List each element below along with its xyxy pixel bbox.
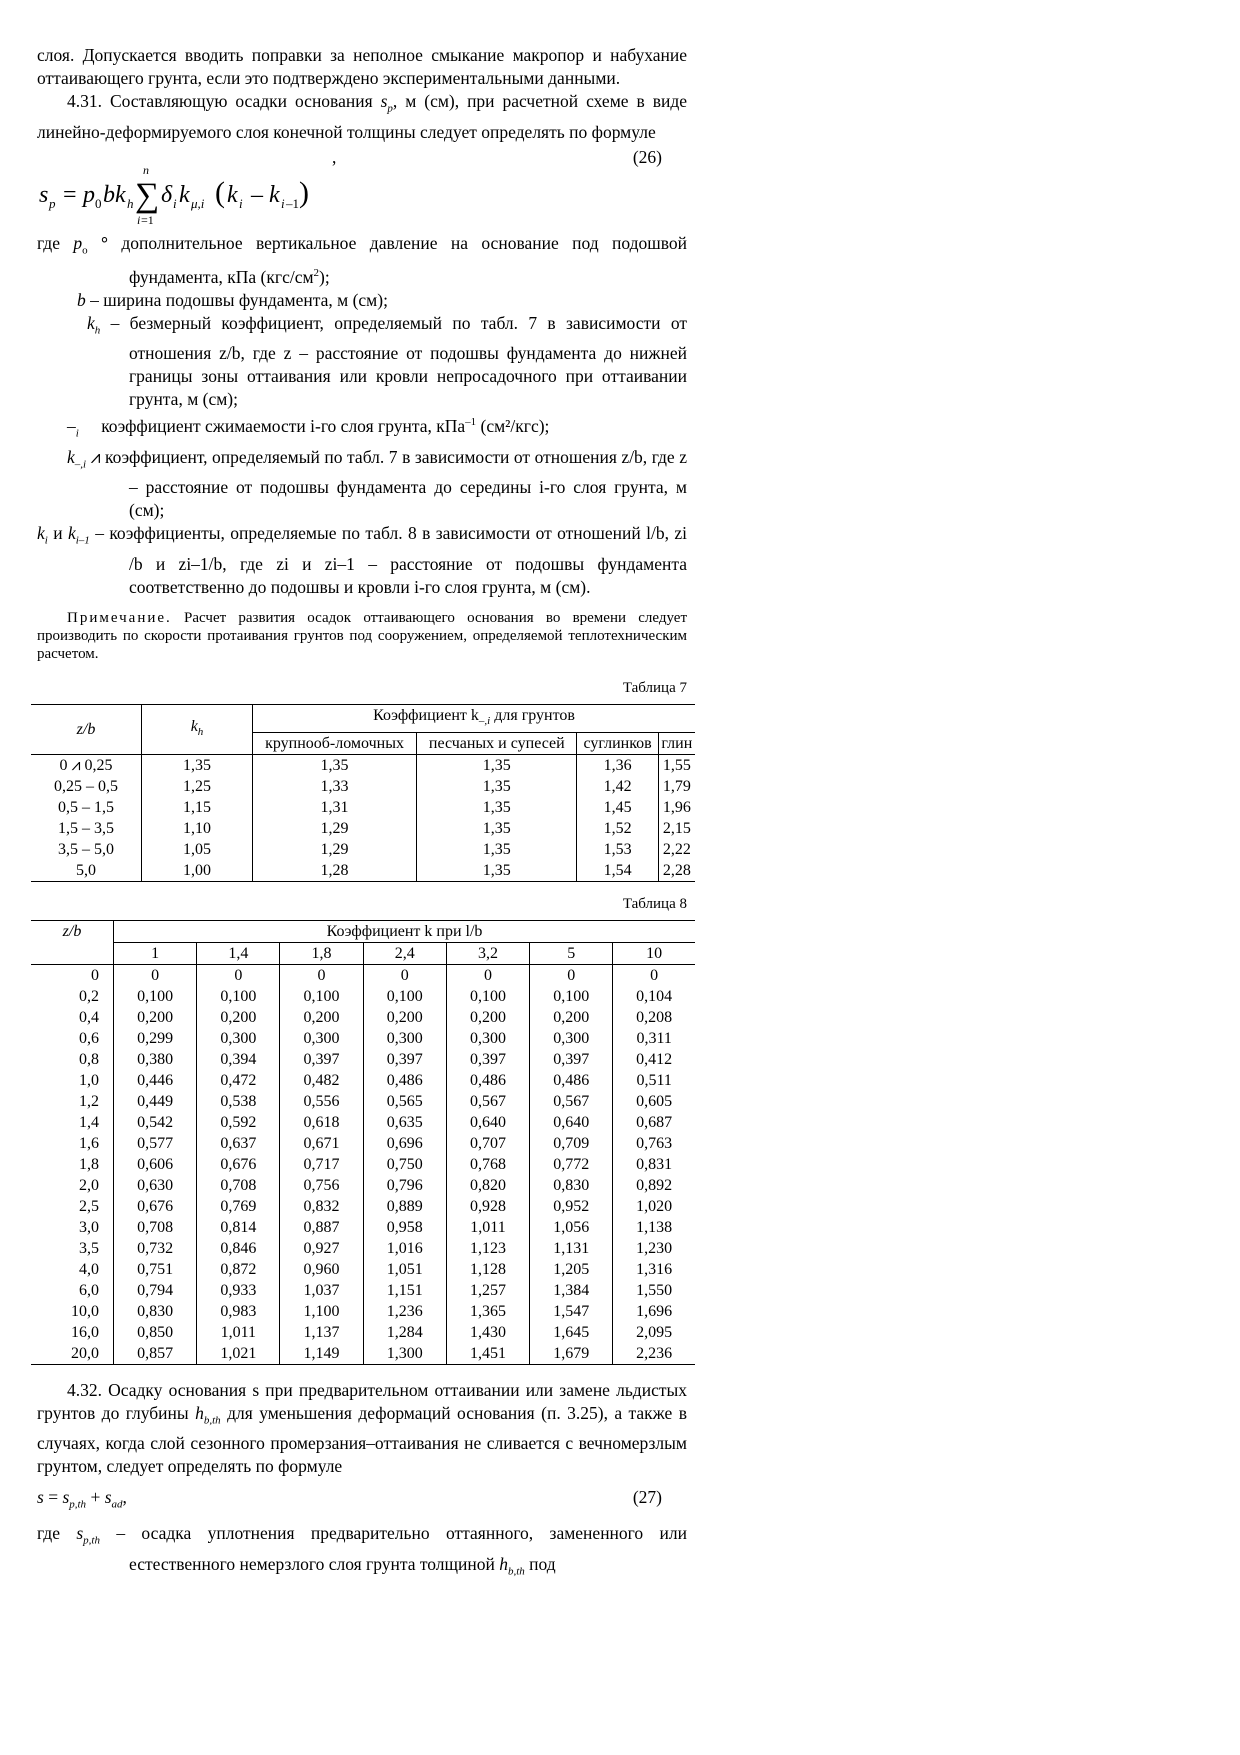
table-8-cell: 0,892 <box>613 1175 695 1196</box>
definition-ki-text: – коэффициенты, определяемые по табл. 8 в зависимости от отношений l/b, zi /b и zi–1/b, где zi и zi–1 – расстояние от подошвы фундамента соответственно до подошвы и кровли i-го слоя грунта, м (см). <box>89 523 687 597</box>
table-8-cell: 0,796 <box>363 1175 446 1196</box>
paragraph-4-32-end: для уменьшения деформаций основания (п. 3.25), а также в случаях, когда слой сезонного промерзания–оттаивания не сливается с вечномерзлым грунтом, следует определять по формуле <box>37 1402 687 1477</box>
table-8-cell: 0,299 <box>114 1028 197 1049</box>
table-8-cell: 0,100 <box>280 986 363 1007</box>
table-8-cell: 20,0 <box>31 1343 114 1365</box>
svg-text:s: s <box>39 181 49 208</box>
table-7-cell: 1,10 <box>142 818 253 839</box>
table-8-row <box>31 1007 695 1028</box>
table-7-cell: 1,54 <box>577 860 658 882</box>
table-8-cell: 0,637 <box>197 1133 280 1154</box>
table-8-cell: 0,707 <box>446 1133 529 1154</box>
table-8-cell: 1,149 <box>280 1343 363 1365</box>
table-8-cell: 0 <box>114 964 197 986</box>
table-8-cell: 0,928 <box>446 1196 529 1217</box>
table-8-row <box>31 1301 695 1322</box>
svg-text:k: k <box>227 181 238 208</box>
table-8-cell: 0,208 <box>613 1007 695 1028</box>
table-8-cell: 0,640 <box>446 1112 529 1133</box>
table-7-cell: 3,5 – 5,0 <box>58 840 114 858</box>
table-7-cell: 1,28 <box>253 860 417 882</box>
table-8-cell: 0,394 <box>197 1049 280 1070</box>
table-7-caption: Таблица 7 <box>622 679 687 696</box>
table-8-cell: 0 <box>31 964 114 986</box>
paragraph-4-32-start: 4.32. Осадку основания s при предварительном оттаивании или замене льдистых грунтов до глубины <box>37 1379 687 1423</box>
table-7-row <box>31 797 695 818</box>
table-8-cell: 1,128 <box>446 1259 529 1280</box>
formula-26-comma: , <box>332 146 337 167</box>
table-8-cell: 0,446 <box>114 1070 197 1091</box>
table-8-cell: 0,708 <box>114 1217 197 1238</box>
table-8-row <box>31 1175 695 1196</box>
table-8-cell: 0,606 <box>114 1154 197 1175</box>
table-8-row <box>31 1091 695 1112</box>
table-8-cell: 0,605 <box>613 1091 695 1112</box>
table-8-cell: 0,482 <box>280 1070 363 1091</box>
table-8-cell: 0,486 <box>530 1070 613 1091</box>
table-8-cell: 1,236 <box>363 1301 446 1322</box>
table-8-lb-header: 10 <box>613 942 695 964</box>
table-8-row <box>31 1049 695 1070</box>
paragraph-4-32: 4.32. Осадку основания s при предварительном оттаивании или замене льдистых грунтов до глубины $h_{b,th}$ для уменьшения деформаций основания (п. 3.25), а также в случаях, когда слой сезонного промерзания–оттаивания не сливается с вечномерзлым грунтом, следует определять по формуле <box>37 1379 687 1477</box>
table-8-cell: 1,451 <box>446 1343 529 1365</box>
table-8-row <box>31 1217 695 1238</box>
table-8-caption: Таблица 8 <box>622 895 687 912</box>
definition-delta-unit: (см²/кгс); <box>476 416 550 437</box>
definition-kmu: $k_{-,i}$ ⩘ коэффициент, определяемый по табл. 7 в зависимости от отношения z/b, где z – расстояние от подошвы фундамента до середины i-го слоя грунта, м (см); <box>67 446 687 521</box>
table-8-cell: 1,257 <box>446 1280 529 1301</box>
table-8-cell: 0,872 <box>197 1259 280 1280</box>
table-8-cell: 1,056 <box>530 1217 613 1238</box>
table-8-lb-header: 1 <box>114 942 197 964</box>
table-7-cell: 2,15 <box>658 818 695 839</box>
table-7-cell: 1,45 <box>577 797 658 818</box>
table-8-cell: 0,814 <box>197 1217 280 1238</box>
table-8-cell: 0,687 <box>613 1112 695 1133</box>
table-8-lb-header: 5 <box>530 942 613 964</box>
table-8-cell: 0,104 <box>613 986 695 1007</box>
table-8-cell: 1,138 <box>613 1217 695 1238</box>
table-8-cell: 0,832 <box>280 1196 363 1217</box>
table-8-cell: 4,0 <box>79 1260 99 1278</box>
table-8-cell: 1,100 <box>280 1301 363 1322</box>
table-8-cell: 0,100 <box>530 986 613 1007</box>
table-8-cell: 0,960 <box>280 1259 363 1280</box>
table-8-cell: 0,300 <box>280 1028 363 1049</box>
formula-27-expression: $s = s_{p,th} + s_{ad}$, <box>37 1487 127 1511</box>
table-8-cell: 0,397 <box>530 1049 613 1070</box>
table-8-cell: 1,205 <box>530 1259 613 1280</box>
table-8-cell: 0,567 <box>446 1091 529 1112</box>
table-8-cell: 0,952 <box>530 1196 613 1217</box>
table-8-cell: 0,472 <box>197 1070 280 1091</box>
svg-text:∑: ∑ <box>135 176 160 214</box>
table-7-cell: 1,35 <box>417 776 577 797</box>
table-7-cell: 1,42 <box>577 776 658 797</box>
table-7 <box>31 704 695 882</box>
svg-text:): ) <box>299 175 309 209</box>
table-8-row <box>31 986 695 1007</box>
table-8-cell: 0,567 <box>530 1091 613 1112</box>
table-8-cell: 0,577 <box>114 1133 197 1154</box>
table-8-cell: 0,958 <box>363 1217 446 1238</box>
table-8-cell: 0 <box>280 964 363 986</box>
table-8-cell: 0,6 <box>79 1029 99 1047</box>
table-8-cell: 0,200 <box>446 1007 529 1028</box>
table-8-cell: 0,397 <box>446 1049 529 1070</box>
table-8-cell: 0,565 <box>363 1091 446 1112</box>
table-7-cell: 1,55 <box>658 754 695 776</box>
table-8-cell: 2,0 <box>79 1176 99 1194</box>
table-8-cell: 0,830 <box>114 1301 197 1322</box>
table-8-row <box>31 1238 695 1259</box>
svg-text:=: = <box>63 181 77 208</box>
table-8-cell: 1,679 <box>530 1343 613 1365</box>
table-7-cell: 1,25 <box>142 776 253 797</box>
table-8-cell: 0,542 <box>114 1112 197 1133</box>
note <box>37 609 687 663</box>
table-8-cell: 0,768 <box>446 1154 529 1175</box>
table-8-cell: 0,2 <box>79 987 99 1005</box>
svg-text:k: k <box>269 181 280 208</box>
definition-p0-text: дополнительное вертикальное давление на основание под подошвой фундамента, кПа (кгс/см <box>108 232 688 287</box>
table-8-cell: 0,794 <box>114 1280 197 1301</box>
table-7-subheader: песчаных и супесей <box>417 732 577 754</box>
table-8-cell: 0,556 <box>280 1091 363 1112</box>
formula-27 <box>37 1486 687 1514</box>
table-8-cell: 0,200 <box>280 1007 363 1028</box>
table-8-cell: 0,635 <box>363 1112 446 1133</box>
svg-text:p: p <box>49 195 56 211</box>
definition-kmu-text: коэффициент, определяемый по табл. 7 в зависимости от отношения z/b, где z – расстояние от подошвы фундамента до середины i-го слоя грунта, м (см); <box>100 446 687 521</box>
table-8-cell: 0,538 <box>197 1091 280 1112</box>
table-7-subheader: крупнооб-ломочных <box>253 732 417 754</box>
table-8-cell: 0,640 <box>530 1112 613 1133</box>
definition-prefix: где <box>37 232 74 253</box>
table-8-cell: 1,020 <box>613 1196 695 1217</box>
table-7-cell: 1,79 <box>658 776 695 797</box>
svg-text:i: i <box>239 195 243 211</box>
table-8-cell: 0,769 <box>197 1196 280 1217</box>
table-8-cell: 2,095 <box>613 1322 695 1343</box>
table-8-cell: 0,397 <box>280 1049 363 1070</box>
svg-text:–1: –1 <box>286 195 299 211</box>
definition-delta: $-_i$ ⃞ коэффициент сжимаемости i-го слоя грунта, кПа$^{-1}$ (см²/кгс); <box>67 416 550 440</box>
table-7-cell: 1,52 <box>577 818 658 839</box>
formula-26 <box>37 146 687 232</box>
table-7-cell: 0,25 – 0,5 <box>54 777 118 795</box>
table-8-cell: 1,230 <box>613 1238 695 1259</box>
table-8-cell: 1,151 <box>363 1280 446 1301</box>
table-8-row <box>31 1154 695 1175</box>
table-7-cell: 1,35 <box>417 839 577 860</box>
table-8-cell: 0,200 <box>114 1007 197 1028</box>
formula-26-number: (26) <box>632 146 662 167</box>
table-8-row <box>31 1259 695 1280</box>
table-8-cell: 0,772 <box>530 1154 613 1175</box>
table-8-cell: 1,051 <box>363 1259 446 1280</box>
table-8-cell: 0,4 <box>79 1008 99 1026</box>
definition-b: b – ширина подошвы фундамента, м (см); <box>77 289 388 310</box>
table-8-cell: 0 <box>363 964 446 986</box>
document-page <box>37 44 693 1583</box>
table-8-cell: 1,696 <box>613 1301 695 1322</box>
table-8-cell: 0,100 <box>363 986 446 1007</box>
table-7-cell: 1,35 <box>417 818 577 839</box>
table-8-cell: 0,200 <box>363 1007 446 1028</box>
table-7-row <box>31 754 695 776</box>
table-7-cell: 2,28 <box>658 860 695 882</box>
table-8-cell: 1,365 <box>446 1301 529 1322</box>
table-8-row <box>31 1028 695 1049</box>
table-7-cell: 1,05 <box>142 839 253 860</box>
table-8-cell: 3,5 <box>79 1239 99 1257</box>
table-8-cell: 0,397 <box>363 1049 446 1070</box>
definition-kh-text: – безмерный коэффициент, определяемый по табл. 7 в зависимости от отношения z/b, где z – расстояние от подошвы фундамента до нижней границы зоны оттаивания или кровли непросадочного при оттаивании грунта, м (см); <box>100 312 687 410</box>
svg-text:δ: δ <box>161 181 173 208</box>
table-8-cell: 0,311 <box>613 1028 695 1049</box>
table-8-cell: 0,671 <box>280 1133 363 1154</box>
table-7-cell: 1,31 <box>253 797 417 818</box>
table-8-cell: 0 <box>613 964 695 986</box>
table-8-lb-header: 1,8 <box>280 942 363 964</box>
table-8-lb-header: 1,4 <box>197 942 280 964</box>
table-8-cell: 0,846 <box>197 1238 280 1259</box>
table-7-cell: 1,36 <box>577 754 658 776</box>
definition-p0: где $p_о$ ° дополнительное вертикальное давление на основание под подошвой фундамента, кПа $(кгс/см^2)$; <box>37 232 688 287</box>
table-8-cell: 1,430 <box>446 1322 529 1343</box>
table-8-row <box>31 1070 695 1091</box>
table-8-cell: 0,857 <box>114 1343 197 1365</box>
table-8-cell: 0,889 <box>363 1196 446 1217</box>
formula-27-number: (27) <box>632 1487 662 1508</box>
table-8-cell: 0,100 <box>446 986 529 1007</box>
svg-text:p: p <box>83 181 95 208</box>
table-8-row <box>31 1196 695 1217</box>
table-8-cell: 0,717 <box>280 1154 363 1175</box>
table-8-cell: 0,820 <box>446 1175 529 1196</box>
table-8-cell: 0,708 <box>197 1175 280 1196</box>
table-8-cell: 0,380 <box>114 1049 197 1070</box>
definition-prefix-2: где <box>37 1523 77 1544</box>
table-7-cell: 1,15 <box>142 797 253 818</box>
table-8-cell: 0,630 <box>114 1175 197 1196</box>
table-8-cell: 1,316 <box>613 1259 695 1280</box>
table-8-cell: 10,0 <box>71 1302 99 1320</box>
table-8-row <box>31 1133 695 1154</box>
table-8-cell: 0,511 <box>613 1070 695 1091</box>
table-8-cell: 0,850 <box>114 1322 197 1343</box>
table-8-cell: 1,011 <box>197 1322 280 1343</box>
table-8-cell: 0,983 <box>197 1301 280 1322</box>
paragraph-4-31: 4.31. Составляющую осадки основания $s_p$, м (см), при расчетной схеме в виде линейно-деформируемого слоя конечной толщины следует определять по формуле <box>37 91 687 142</box>
table-8-cell: 1,384 <box>530 1280 613 1301</box>
paragraph-4-31-end: , м (см), при расчетной схеме в виде линейно-деформируемого слоя конечной толщины следует определять по формуле <box>37 91 687 142</box>
table-7-cell: 2,22 <box>658 839 695 860</box>
table-8-cell: 0,763 <box>613 1133 695 1154</box>
table-8-cell: 0,750 <box>363 1154 446 1175</box>
table-8-row <box>31 1280 695 1301</box>
table-8-cell: 0 <box>197 964 280 986</box>
table-8-cell: 0,300 <box>530 1028 613 1049</box>
table-8-cell: 0,100 <box>197 986 280 1007</box>
definition-delta-text: коэффициент сжимаемости i-го слоя грунта, кПа <box>96 416 466 437</box>
table-8-cell: 0,8 <box>79 1050 99 1068</box>
table-8-cell: 1,4 <box>79 1113 99 1131</box>
table-7-cell: 5,0 <box>31 860 142 882</box>
table-8-header-group: Коэффициент k при l/b <box>114 920 696 942</box>
table-8-cell: 0,709 <box>530 1133 613 1154</box>
table-8-cell: 0,300 <box>446 1028 529 1049</box>
svg-text:–: – <box>251 181 263 208</box>
table-8-cell: 0,732 <box>114 1238 197 1259</box>
table-8-cell: 0,200 <box>197 1007 280 1028</box>
table-7-row <box>31 839 695 860</box>
table-8-cell: 0,300 <box>363 1028 446 1049</box>
svg-text:0: 0 <box>95 195 102 211</box>
table-8-cell: 1,645 <box>530 1322 613 1343</box>
table-7-cell: 0 ⩘ 0,25 <box>59 756 113 774</box>
table-8-cell: 0,592 <box>197 1112 280 1133</box>
table-7-cell: 1,53 <box>577 839 658 860</box>
table-8-lb-header: 2,4 <box>363 942 446 964</box>
table-7-row <box>31 776 695 797</box>
table-8-cell: 0,830 <box>530 1175 613 1196</box>
table-8-cell: 1,011 <box>446 1217 529 1238</box>
table-8-cell: 0,200 <box>530 1007 613 1028</box>
table-8-lb-header: 3,2 <box>446 942 529 964</box>
svg-text:n: n <box>143 162 149 177</box>
table-8-cell: 0,756 <box>280 1175 363 1196</box>
table-7-cell: 1,29 <box>253 818 417 839</box>
table-8-cell: 0 <box>530 964 613 986</box>
table-7-cell: 1,35 <box>417 797 577 818</box>
table-8-cell: 1,123 <box>446 1238 529 1259</box>
table-8-row <box>31 1322 695 1343</box>
table-8-cell: 0 <box>446 964 529 986</box>
table-7-row <box>31 860 695 882</box>
table-8-cell: 1,037 <box>280 1280 363 1301</box>
table-8-cell: 1,0 <box>79 1071 99 1089</box>
table-8-cell: 1,8 <box>79 1155 99 1173</box>
table-8-cell: 1,2 <box>79 1092 99 1110</box>
svg-text:h: h <box>127 195 134 211</box>
table-8-cell: 1,300 <box>363 1343 446 1365</box>
table-8-cell: 6,0 <box>79 1281 99 1299</box>
svg-text:bk: bk <box>103 181 126 208</box>
table-8-row <box>31 1112 695 1133</box>
svg-text:i: i <box>137 212 141 227</box>
table-7-cell: 1,5 – 3,5 <box>58 819 114 837</box>
table-8-cell: 2,5 <box>79 1197 99 1215</box>
table-8-cell: 0,676 <box>114 1196 197 1217</box>
table-7-cell: 1,35 <box>253 754 417 776</box>
table-8-cell: 0,696 <box>363 1133 446 1154</box>
svg-text:i: i <box>173 195 177 211</box>
table-7-cell: 1,33 <box>253 776 417 797</box>
table-8-cell: 0,412 <box>613 1049 695 1070</box>
table-8-header-zb: z/b <box>31 920 114 964</box>
svg-text:(: ( <box>215 175 225 209</box>
table-8-cell: 1,284 <box>363 1322 446 1343</box>
definition-b-text: – ширина подошвы фундамента, м (см); <box>85 289 388 310</box>
formula-26-expression <box>37 160 337 230</box>
svg-text:k: k <box>179 181 190 208</box>
table-8-cell: 0,618 <box>280 1112 363 1133</box>
table-8-cell: 1,6 <box>79 1134 99 1152</box>
table-8-cell: 1,550 <box>613 1280 695 1301</box>
table-8-cell: 0,486 <box>446 1070 529 1091</box>
table-7-header-group: Коэффициент $k_{-,i}$ для грунтов <box>253 704 696 732</box>
table-8-cell: 0,751 <box>114 1259 197 1280</box>
note-text: Расчет развития осадок оттаивающего основания во времени следует производить по скорости протаивания грунтов под сооружением, определяемой теплотехническим расчетом. <box>37 609 687 662</box>
table-8-row <box>31 964 695 986</box>
table-8-cell: 16,0 <box>71 1323 99 1341</box>
table-8-cell: 1,131 <box>530 1238 613 1259</box>
table-8-cell: 0,831 <box>613 1154 695 1175</box>
table-7-cell: 1,35 <box>417 860 577 882</box>
table-8-cell: 0,927 <box>280 1238 363 1259</box>
table-8-cell: 0,933 <box>197 1280 280 1301</box>
table-8-cell: 0,676 <box>197 1154 280 1175</box>
paragraph-4-31-start: 4.31. Составляющую осадки основания <box>67 91 381 111</box>
table-8-cell: 1,016 <box>363 1238 446 1259</box>
note-heading: Примечание. <box>67 609 172 626</box>
table-7-subheader: глин <box>658 732 695 754</box>
definition-sp-th-tail: под <box>524 1553 556 1574</box>
table-7-cell: 0,5 – 1,5 <box>58 798 114 816</box>
table-8-cell: 2,236 <box>613 1343 695 1365</box>
svg-text:=1: =1 <box>141 212 154 227</box>
paragraph-top: слоя. Допускается вводить поправки за неполное смыкание макропор и набухание оттаивающего грунта, если это подтверждено экспериментальными данными. <box>37 45 687 88</box>
table-7-header-zb: z/b <box>31 704 142 754</box>
table-7-row <box>31 818 695 839</box>
table-7-header-kh: $k_h$ <box>142 704 253 754</box>
table-8-cell: 3,0 <box>79 1218 99 1236</box>
table-8-cell: 1,021 <box>197 1343 280 1365</box>
table-7-cell: 1,35 <box>417 754 577 776</box>
table-8-cell: 1,137 <box>280 1322 363 1343</box>
table-8-cell: 0,100 <box>114 986 197 1007</box>
svg-text:μ,i: μ,i <box>191 195 205 211</box>
definition-sp-th-text: – осадка уплотнения предварительно оттаянного, замененного или естественного немерзлого слоя грунта толщиной <box>99 1523 687 1574</box>
table-7-cell: 1,96 <box>658 797 695 818</box>
table-8-cell: 0,486 <box>363 1070 446 1091</box>
table-8-cell: 1,547 <box>530 1301 613 1322</box>
svg-text:i: i <box>281 195 285 211</box>
definition-ki: $k_i$ и $k_{i-1}$ – коэффициенты, определяемые по табл. 8 в зависимости от отношений l/b, zi /b и zi–1/b, где zi и zi–1 – расстояние от подошвы фундамента соответственно до подошвы и кровли i-го слоя грунта, м (см). <box>37 523 687 597</box>
table-7-cell: 1,29 <box>253 839 417 860</box>
table-8-row <box>31 1343 695 1365</box>
definition-kh: $k_h$ – безмерный коэффициент, определяемый по табл. 7 в зависимости от отношения z/b, где z – расстояние от подошвы фундамента до нижней границы зоны оттаивания или кровли непросадочного при оттаивании грунта, м (см); <box>87 312 687 410</box>
table-7-subheader: суглинков <box>577 732 658 754</box>
table-8-cell: 0,300 <box>197 1028 280 1049</box>
table-8-cell: 0,887 <box>280 1217 363 1238</box>
table-8-cell: 0,449 <box>114 1091 197 1112</box>
table-8 <box>31 920 695 1365</box>
definition-sp-th: где $s_{p,th}$ – осадка уплотнения предварительно оттаянного, замененного или естественного немерзлого слоя грунта толщиной $h_{b,th}$ под <box>37 1523 687 1578</box>
table-7-cell: 1,00 <box>142 860 253 882</box>
table-7-cell: 1,35 <box>142 754 253 776</box>
